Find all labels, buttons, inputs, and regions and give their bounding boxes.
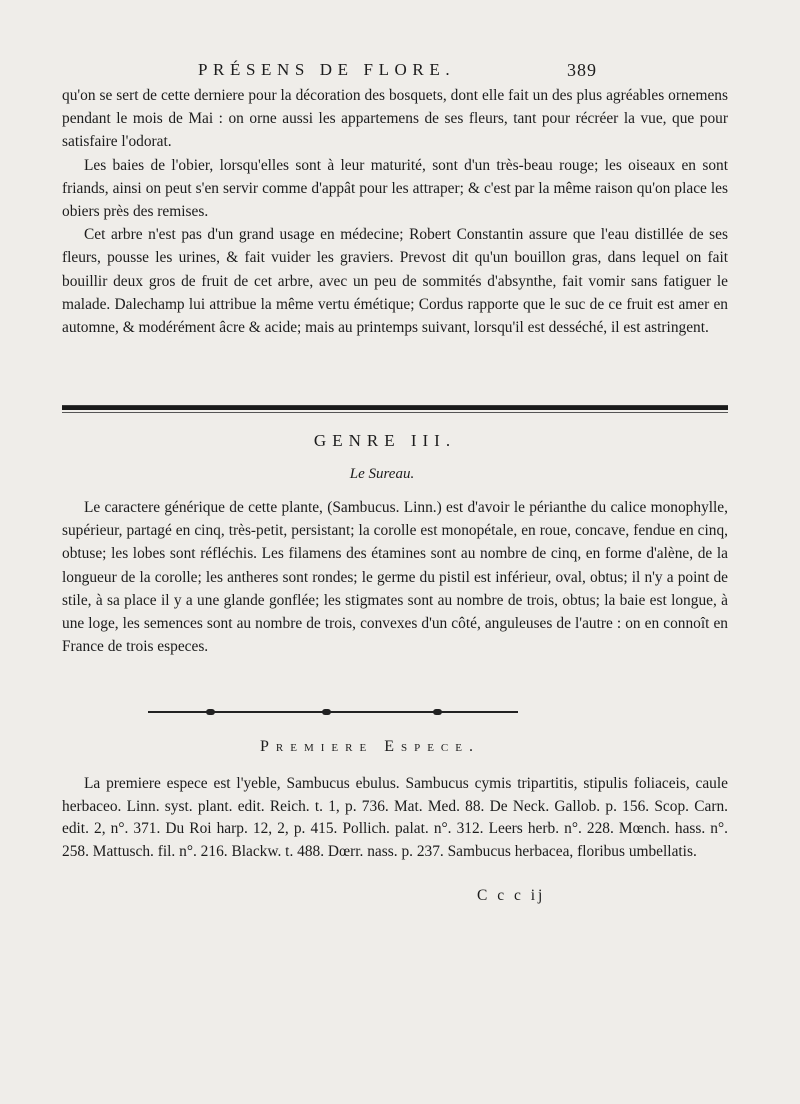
- body-text-top: [62, 84, 728, 339]
- paragraph-continuation: qu'on se sert de cette derniere pour la décoration des bosquets, dont elle fait un des plus agréables ornemens pendant le mois de Mai : on orne aussi les appartemens de ses fleurs, tant pour récréer la vue, que pour satisfaire l'odorat.: [62, 87, 728, 151]
- paragraph-first-species: La premiere espece est l'yeble, Sambucus ebulus. Sambucus cymis tripartitis, stipulis foliaceis, caule herbaceo. Linn. syst. plant. edit. Reich. t. 1, p. 736. Mat. Med. 88. De Neck. Gallob. p. 156. Scop. Carn. edit. 2, n°. 371. Du Roi harp. 12, 2, p. 415. Pollich. palat. n°. 312. Leers herb. n°. 228. Mœnch. hass. n°. 258. Mattusch. fil. n°. 216. Blackw. t. 488. Dœrr. nass. p. 237. Sambucus herbacea, floribus umbellatis.: [62, 775, 728, 860]
- running-title: PRÉSENS DE FLORE.: [198, 60, 456, 79]
- espece-heading: Premiere Espece.: [260, 738, 480, 755]
- signature-mark: C c c ij: [477, 887, 546, 904]
- paragraph-obier-berries: Les baies de l'obier, lorsqu'elles sont à leur maturité, sont d'un très-beau rouge; les oiseaux en sont friands, ainsi on peut s'en servir comme d'appât pour les attraper; & c'est par la même raison qu'on place les obiers près des remises.: [62, 156, 728, 221]
- body-text-espece: [62, 773, 728, 863]
- ornamental-rule: [148, 709, 518, 715]
- page-number: 389: [567, 60, 597, 80]
- genre-heading: GENRE III.: [313, 431, 457, 450]
- genre-subtitle: Le Sureau.: [349, 466, 415, 482]
- body-text-genre: [62, 496, 728, 658]
- paragraph-generic-character: Le caractere générique de cette plante, (Sambucus. Linn.) est d'avoir le périanthe du calice monophylle, supérieur, partagé en cinq, très-petit, persistant; la corolle est monopétale, en roue, concave, fendue en cinq, obtuse; les lobes sont réfléchis. Les filamens des étamines sont au nombre de cinq, en forme d'alène, de la longueur de la corolle; les antheres sont rondes; le germe du pistil est inférieur, oval, obtus; il n'y a point de stile, à sa place il y a une glande gonflée; les stigmates sont au nombre de trois, obtus; la baie est longue, à une loge, les semences sont au nombre de trois, convexes d'un côté, anguleuses de l'autre : on en connoît en France de trois especes.: [62, 499, 728, 656]
- section-rule-thick: [62, 405, 728, 410]
- section-rule-thin: [62, 412, 728, 413]
- paragraph-medical-use: Cet arbre n'est pas d'un grand usage en médecine; Robert Constantin assure que l'eau distillée de ses fleurs, pousse les urines, & fait vuider les graviers. Prevost dit qu'un bouillon gras, dans lequel on fait bouillir deux gros de fruit de cet arbre, avec un peu de sommités d'absynthe, fait vomir sans fatiguer le malade. Dalechamp lui attribue la même vertu émétique; Cordus rapporte que le suc de ce fruit est amer en automne, & modérément âcre & acide; mais au printemps suivant, lorsqu'il est desséché, il est astringent.: [62, 226, 728, 337]
